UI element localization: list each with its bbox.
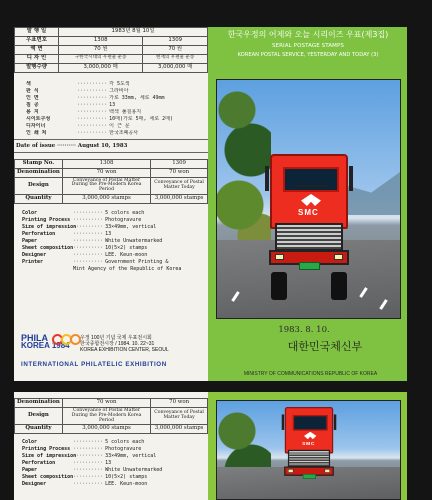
- denomination-label: Denomination: [15, 168, 63, 177]
- stamp-number-2: 1309: [143, 36, 208, 45]
- right-headlight: [334, 254, 343, 260]
- lower-postal-truck-stamp-image: [216, 400, 401, 500]
- spec-row-size: Size of impression ····· 33×49mm, vertical: [22, 224, 205, 231]
- exhibition-korean-info: 우정 100년 기념 국제 우표전시회 한국종합전시장 / 1984. 10. 22~31 KOREA EXHIBITION CENTER, SEOUL: [80, 335, 169, 353]
- ministry-name: MINISTRY OF COMMUNICATIONS REPUBLIC OF KOREA: [243, 371, 378, 377]
- exhibition-english-title: INTERNATIONAL PHILATELIC EXHIBITION: [21, 361, 167, 368]
- lower-quantity-1: 3,000,000 stamps: [62, 425, 150, 434]
- lower-spec-size: Size of impression ····· 33×49mm, vertical: [22, 453, 205, 460]
- lower-denomination-2: 70 won: [151, 399, 208, 408]
- postal-emblem-icon: [301, 194, 321, 206]
- lower-right-mirror: [334, 414, 336, 430]
- right-wheel: [331, 272, 347, 300]
- spec-row-designer-kr: 디자이너 ····· 이 근 문: [26, 123, 204, 130]
- lower-truck-grille: [288, 450, 330, 467]
- korean-specs-list: [14, 73, 208, 139]
- spec-row-color-kr: 색 ····· 각 5도색: [26, 81, 204, 88]
- lower-left-info-panel: [14, 392, 208, 500]
- lower-english-table: [14, 398, 208, 434]
- english-issue-table: [14, 159, 208, 204]
- english-specs-list: [14, 204, 208, 275]
- phila-korea-logo-block: [14, 326, 208, 380]
- lower-right-stamp-panel: [208, 392, 407, 500]
- lower-postal-truck: [282, 407, 337, 500]
- design-1: Conveyance of Postal Matter During the Pre-Modern Korea Period: [62, 177, 150, 194]
- lower-green-license-plate: [303, 474, 316, 479]
- right-stamp-panel: [208, 27, 407, 381]
- lower-quantity-label: Quantity: [15, 425, 63, 434]
- truck-grille: [275, 223, 343, 251]
- design-kr-2: 현재의 우편물 운송: [143, 54, 208, 63]
- korea-ministry-korean: 대한민국체신부: [287, 340, 363, 353]
- stamp-no-2: 1309: [151, 159, 208, 168]
- truck-brand-label: SMC: [298, 208, 319, 217]
- design-kr-1: 구한국시대의 우편물 운송: [59, 54, 143, 63]
- truck-cab: [270, 154, 348, 229]
- korean-issue-table: [14, 27, 208, 73]
- lower-left-headlight: [288, 469, 294, 473]
- lower-design-1: Conveyance of Postal Matter During the Pre-Modern Korea Period: [62, 407, 150, 424]
- lower-quantity-2: 3,000,000 stamps: [151, 425, 208, 434]
- design-2: Conveyance of Postal Matter Today: [151, 177, 208, 194]
- quantity-label: Quantity: [15, 195, 63, 204]
- lower-spec-printing: Printing Process ····· Photogravure: [22, 446, 205, 453]
- quantity-1: 3,000,000 stamps: [62, 195, 150, 204]
- stamp-number-label: 우표번호: [15, 36, 59, 45]
- quantity-label-kr: 발행수량: [15, 63, 59, 72]
- issue-date-value: 1983년 8월 10일: [59, 28, 208, 37]
- denomination-label-kr: 액 면: [15, 45, 59, 54]
- issue-date-label: 발 행 일: [15, 28, 59, 37]
- lower-spec-paper: Paper ····· White Unwatermarked: [22, 467, 205, 474]
- stamp-no-1: 1308: [62, 159, 150, 168]
- spec-row-perforation-kr: 침 공 ····· 13: [26, 102, 204, 109]
- quantity-kr-2: 3,000,000 매: [143, 63, 208, 72]
- lower-postal-emblem-icon: [304, 432, 316, 439]
- spec-row-printer: Printer ····· Government Printing & Mint Agency of the Republic of Korea: [22, 259, 205, 273]
- green-license-plate: [299, 262, 320, 270]
- postal-truck-stamp-image: [216, 79, 401, 319]
- design-label-kr: 디 자 인: [15, 54, 59, 63]
- spec-row-color: Color ····· 5 colors each: [22, 210, 205, 217]
- lower-spec-color: Color ····· 5 colors each: [22, 439, 205, 446]
- quantity-kr-1: 3,000,000 매: [59, 63, 143, 72]
- left-wheel: [271, 272, 287, 300]
- phila-korea-logo-text: PHILA KOREA 1984: [21, 333, 70, 350]
- lower-denomination-1: 70 won: [62, 399, 150, 408]
- spec-row-paper-kr: 용 지 ····· 백색 풀칠용지: [26, 109, 204, 116]
- design-label: Design: [15, 177, 63, 194]
- postal-truck: [265, 154, 353, 308]
- spec-row-size-kr: 인 면 ····· 가로 33mm, 세로 49mm: [26, 95, 204, 102]
- issue-date: 1983. 8. 10.: [278, 325, 330, 335]
- lower-spec-sheet: Sheet composition ····· 10(5×2) stamps: [22, 474, 205, 481]
- quantity-2: 3,000,000 stamps: [151, 195, 208, 204]
- spec-row-perforation: Perforation ····· 13: [22, 231, 205, 238]
- denomination-kr-2: 70 원: [143, 45, 208, 54]
- right-mirror: [349, 166, 353, 191]
- series-title: 한국우정의 어제와 오늘 시리이즈 우표(제3집): [227, 30, 389, 39]
- truck-wiper: [294, 185, 328, 187]
- left-mirror: [265, 166, 269, 191]
- lower-left-mirror: [282, 414, 284, 430]
- date-of-issue-line: Date of issue ····· August 10, 1983: [14, 139, 208, 153]
- denomination-2: 70 won: [151, 168, 208, 177]
- lower-design-label: Design: [15, 407, 63, 424]
- spec-row-printing: Printing Process ····· Photogravure: [22, 217, 205, 224]
- spec-row-print-kr: 판 식 ····· 그라비아: [26, 88, 204, 95]
- truck-windshield: [283, 167, 339, 192]
- spec-row-printer-kr: 인 쇄 처 ····· 한국조폐공사: [26, 130, 204, 137]
- series-subtitle: SERIAL POSTAGE STAMPS: [271, 43, 345, 49]
- lower-specs-list: [14, 434, 208, 488]
- lower-right-headlight: [325, 469, 331, 473]
- spec-row-designer: Designer ····· LEE. Keun-moon: [22, 252, 205, 259]
- lower-denomination-label: Denomination: [15, 399, 63, 408]
- stamp-number-1: 1308: [59, 36, 143, 45]
- stamp-no-label: Stamp No.: [15, 159, 63, 168]
- denomination-kr-1: 70 원: [59, 45, 143, 54]
- lower-spec-perforation: Perforation ····· 13: [22, 460, 205, 467]
- spec-row-sheet-kr: 시이트구성 ····· 10매(가로 5매, 세로 2매): [26, 116, 204, 123]
- denomination-1: 70 won: [62, 168, 150, 177]
- lower-truck-windshield: [293, 415, 328, 431]
- spec-row-sheet: Sheet composition ····· 10(5×2) stamps: [22, 245, 205, 252]
- series-subtitle-english: KOREAN POSTAL SERVICE, YESTERDAY AND TODAY (3): [237, 52, 379, 58]
- spec-row-paper: Paper ····· White Unwatermarked: [22, 238, 205, 245]
- lower-spec-designer: Designer ····· LEE. Keun-moon: [22, 481, 205, 488]
- left-info-panel: [14, 27, 208, 381]
- lower-design-2: Conveyance of Postal Matter Today: [151, 407, 208, 424]
- left-headlight: [275, 254, 284, 260]
- lower-truck-brand-label: SMC: [302, 440, 316, 447]
- lower-truck-cab: [285, 407, 333, 454]
